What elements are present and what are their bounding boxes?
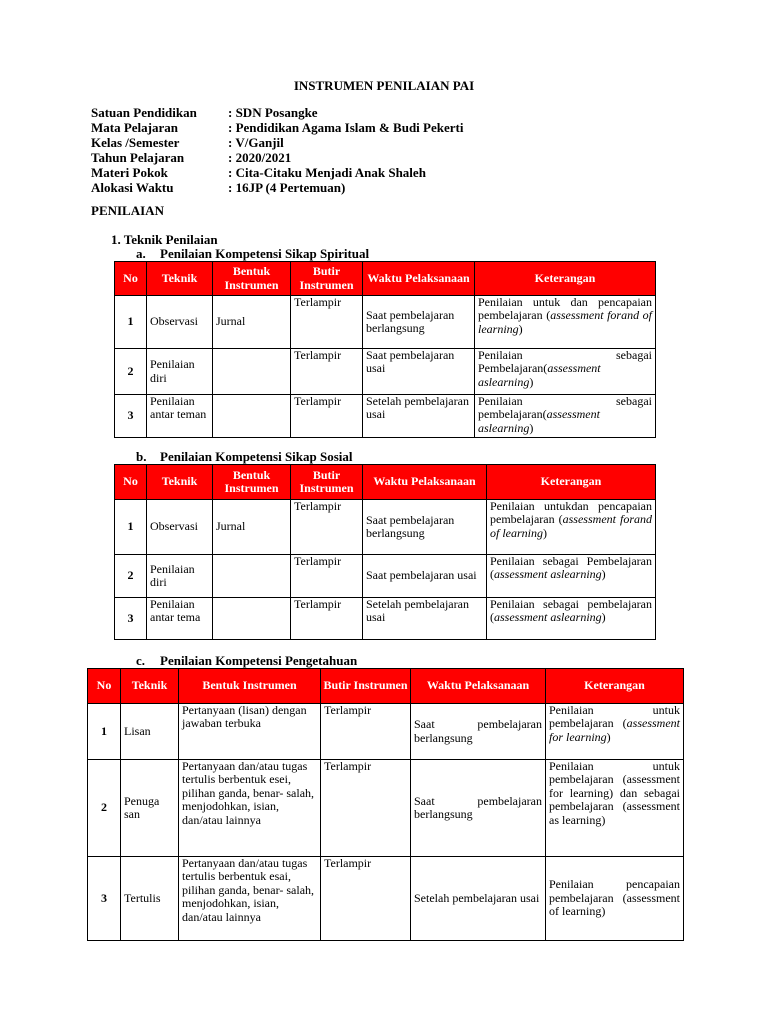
ket-text: Penilaian sebagai Pembelajaran( xyxy=(478,348,652,376)
header-keterangan: Keterangan xyxy=(546,669,684,704)
document-title: INSTRUMEN PENILAIAN PAI xyxy=(293,78,475,93)
table-row xyxy=(88,704,684,760)
ket-text: Penilaian sebagai pembelajaran( xyxy=(478,394,652,422)
cell-bentuk: Pertanyaan dan/atau tugas tertulis berbentuk esai, pilihan ganda, benar- salah, menjodohkan, isian, dan/atau lainnya xyxy=(179,857,321,941)
info-label: Kelas /Semester xyxy=(91,135,180,150)
cell-teknik: Penilaian diri xyxy=(147,349,213,395)
info-value: : Cita-Citaku Menjadi Anak Shaleh xyxy=(228,165,426,180)
info-label: Satuan Pendidikan xyxy=(91,105,197,120)
cell-butir: Terlampir xyxy=(321,704,411,760)
cell-no: 2 xyxy=(115,349,147,395)
table-sikap-spiritual xyxy=(114,261,656,438)
info-label: Mata Pelajaran xyxy=(91,120,179,135)
header-teknik: Teknik xyxy=(121,669,179,704)
table-row xyxy=(88,760,684,857)
header-teknik: Teknik xyxy=(147,262,213,296)
cell-bentuk xyxy=(213,395,291,438)
ket-end: ) xyxy=(529,420,534,435)
info-label: Materi Pokok xyxy=(91,165,168,180)
info-value: : SDN Posangke xyxy=(228,105,318,120)
cell-teknik: Penilaian antar tema xyxy=(147,598,213,640)
table-pengetahuan xyxy=(87,668,684,941)
subsection-label: Penilaian Kompetensi Sikap Sosial xyxy=(160,449,353,464)
info-row xyxy=(91,151,463,166)
cell-teknik: Observasi xyxy=(147,296,213,349)
info-row xyxy=(91,166,463,181)
ket-end: ) xyxy=(601,610,606,625)
cell-butir: Terlampir xyxy=(321,760,411,857)
cell-butir: Terlampir xyxy=(291,296,363,349)
info-label: Tahun Pelajaran xyxy=(91,150,185,165)
table-row xyxy=(115,349,656,395)
header-waktu: Waktu Pelaksanaan xyxy=(363,465,487,500)
cell-bentuk xyxy=(213,555,291,598)
cell-butir: Terlampir xyxy=(321,857,411,941)
cell-no: 3 xyxy=(115,598,147,640)
ket-text: Penilaian untuk pembelajaran (assessment for learning) dan sebagai pembelajaran (assessment as learning) xyxy=(549,759,680,827)
cell-no: 1 xyxy=(115,500,147,555)
cell-butir: Terlampir xyxy=(291,555,363,598)
cell-no: 2 xyxy=(88,760,121,857)
ket-italic: assessment forand of learning xyxy=(478,308,653,336)
ket-end: ) xyxy=(606,729,611,744)
teknik-heading: 1. Teknik Penilaian xyxy=(111,232,218,247)
ket-text: Penilaian sebagai Pembelajaran ( xyxy=(490,554,652,582)
identity-block xyxy=(91,106,463,196)
cell-no: 1 xyxy=(88,704,121,760)
header-waktu: Waktu Pelaksanaan xyxy=(363,262,475,296)
cell-teknik: Tertulis xyxy=(121,857,179,941)
table-row xyxy=(115,598,656,640)
cell-waktu: Setelah pembelajaran usai xyxy=(363,598,487,640)
ket-italic: assessment for learning xyxy=(549,716,680,744)
info-value: : V/Ganjil xyxy=(228,135,284,150)
cell-waktu: Setelah pembelajaran usai xyxy=(363,395,475,438)
ket-italic: assessment forand of learning xyxy=(490,512,652,540)
cell-teknik: Lisan xyxy=(121,704,179,760)
subsection-marker: b. xyxy=(136,449,147,464)
cell-no: 3 xyxy=(88,857,121,941)
ket-text: Penilaian untuk dan pencapaian pembelajaran ( xyxy=(478,295,652,323)
info-value: : 16JP (4 Pertemuan) xyxy=(228,180,346,195)
table-header-row xyxy=(115,465,656,500)
cell-waktu: Saat pembelajaran usai xyxy=(363,555,487,598)
cell-teknik: Penilaian diri xyxy=(147,555,213,598)
ket-text: Penilaian pencapaian pembelajaran (assessment of learning) xyxy=(549,877,680,919)
ket-text: Penilaian untukdan pencapaian pembelajaran ( xyxy=(490,499,652,527)
header-butir: Butir Instrumen xyxy=(291,465,363,500)
cell-bentuk: Jurnal xyxy=(213,296,291,349)
info-row xyxy=(91,121,463,136)
ket-italic: assessment aslearning xyxy=(494,567,602,582)
ket-end: ) xyxy=(543,525,547,540)
cell-waktu: Saat pembelajaran berlangsung xyxy=(411,760,546,857)
cell-butir: Terlampir xyxy=(291,349,363,395)
cell-teknik: Penuga san xyxy=(121,760,179,857)
subsection-title-sosial xyxy=(136,450,353,465)
cell-bentuk xyxy=(213,598,291,640)
cell-teknik: Penilaian antar teman xyxy=(147,395,213,438)
cell-keterangan xyxy=(487,555,656,598)
section-title: PENILAIAN xyxy=(91,203,164,218)
table-row xyxy=(88,857,684,941)
header-waktu: Waktu Pelaksanaan xyxy=(411,669,546,704)
table-sikap-sosial xyxy=(114,464,656,640)
ket-end: ) xyxy=(529,374,534,389)
cell-no: 3 xyxy=(115,395,147,438)
subsection-marker: a. xyxy=(136,246,146,261)
table-row xyxy=(115,500,656,555)
cell-keterangan xyxy=(475,349,656,395)
info-value: : 2020/2021 xyxy=(228,150,292,165)
cell-bentuk: Pertanyaan (lisan) dengan jawaban terbuka xyxy=(179,704,321,760)
ket-italic: assessment aslearning xyxy=(494,610,602,625)
info-row xyxy=(91,181,463,196)
header-no: No xyxy=(115,262,147,296)
subsection-title-pengetahuan xyxy=(136,654,357,669)
ket-text: Penilaian untuk pembelajaran ( xyxy=(549,703,680,731)
cell-keterangan xyxy=(546,857,684,941)
cell-butir: Terlampir xyxy=(291,500,363,555)
cell-butir: Terlampir xyxy=(291,598,363,640)
info-row xyxy=(91,106,463,121)
table-header-row xyxy=(88,669,684,704)
cell-bentuk: Pertanyaan dan/atau tugas tertulis berbentuk esei, pilihan ganda, benar- salah, menjodohkan, isian, dan/atau lainnya xyxy=(179,760,321,857)
header-no: No xyxy=(115,465,147,500)
subsection-label: Penilaian Kompetensi Sikap Spiritual xyxy=(160,246,370,261)
cell-teknik: Observasi xyxy=(147,500,213,555)
header-no: No xyxy=(88,669,121,704)
cell-no: 1 xyxy=(115,296,147,349)
header-keterangan: Keterangan xyxy=(475,262,656,296)
cell-keterangan xyxy=(546,704,684,760)
cell-no: 2 xyxy=(115,555,147,598)
cell-butir: Terlampir xyxy=(291,395,363,438)
header-butir: Butir Instrumen xyxy=(291,262,363,296)
ket-end: ) xyxy=(601,567,606,582)
ket-italic: assessment aslearning xyxy=(478,407,600,435)
cell-keterangan xyxy=(475,395,656,438)
cell-waktu: Saat pembelajaran berlangsung xyxy=(411,704,546,760)
cell-waktu: Setelah pembelajaran usai xyxy=(411,857,546,941)
ket-end: ) xyxy=(518,321,523,336)
info-row xyxy=(91,136,463,151)
ket-text: Penilaian sebagai pembelajaran ( xyxy=(490,597,652,625)
header-butir: Butir Instrumen xyxy=(321,669,411,704)
table-header-row xyxy=(115,262,656,296)
cell-bentuk xyxy=(213,349,291,395)
subsection-title-spiritual xyxy=(136,247,369,262)
table-row xyxy=(115,395,656,438)
header-keterangan: Keterangan xyxy=(487,465,656,500)
subsection-marker: c. xyxy=(136,653,146,668)
cell-waktu: Saat pembelajaran usai xyxy=(363,349,475,395)
subsection-label: Penilaian Kompetensi Pengetahuan xyxy=(160,653,358,668)
cell-waktu: Saat pembelajaran berlangsung xyxy=(363,296,475,349)
cell-waktu: Saat pembelajaran berlangsung xyxy=(363,500,487,555)
cell-keterangan xyxy=(487,500,656,555)
header-teknik: Teknik xyxy=(147,465,213,500)
ket-italic: assessment aslearning xyxy=(478,361,601,389)
table-row xyxy=(115,555,656,598)
cell-keterangan xyxy=(487,598,656,640)
header-bentuk: Bentuk Instrumen xyxy=(179,669,321,704)
cell-bentuk: Jurnal xyxy=(213,500,291,555)
cell-keterangan xyxy=(546,760,684,857)
header-bentuk: Bentuk Instrumen xyxy=(213,262,291,296)
info-label: Alokasi Waktu xyxy=(91,180,174,195)
table-row xyxy=(115,296,656,349)
header-bentuk: Bentuk Instrumen xyxy=(213,465,291,500)
cell-keterangan xyxy=(475,296,656,349)
info-value: : Pendidikan Agama Islam & Budi Pekerti xyxy=(228,120,464,135)
